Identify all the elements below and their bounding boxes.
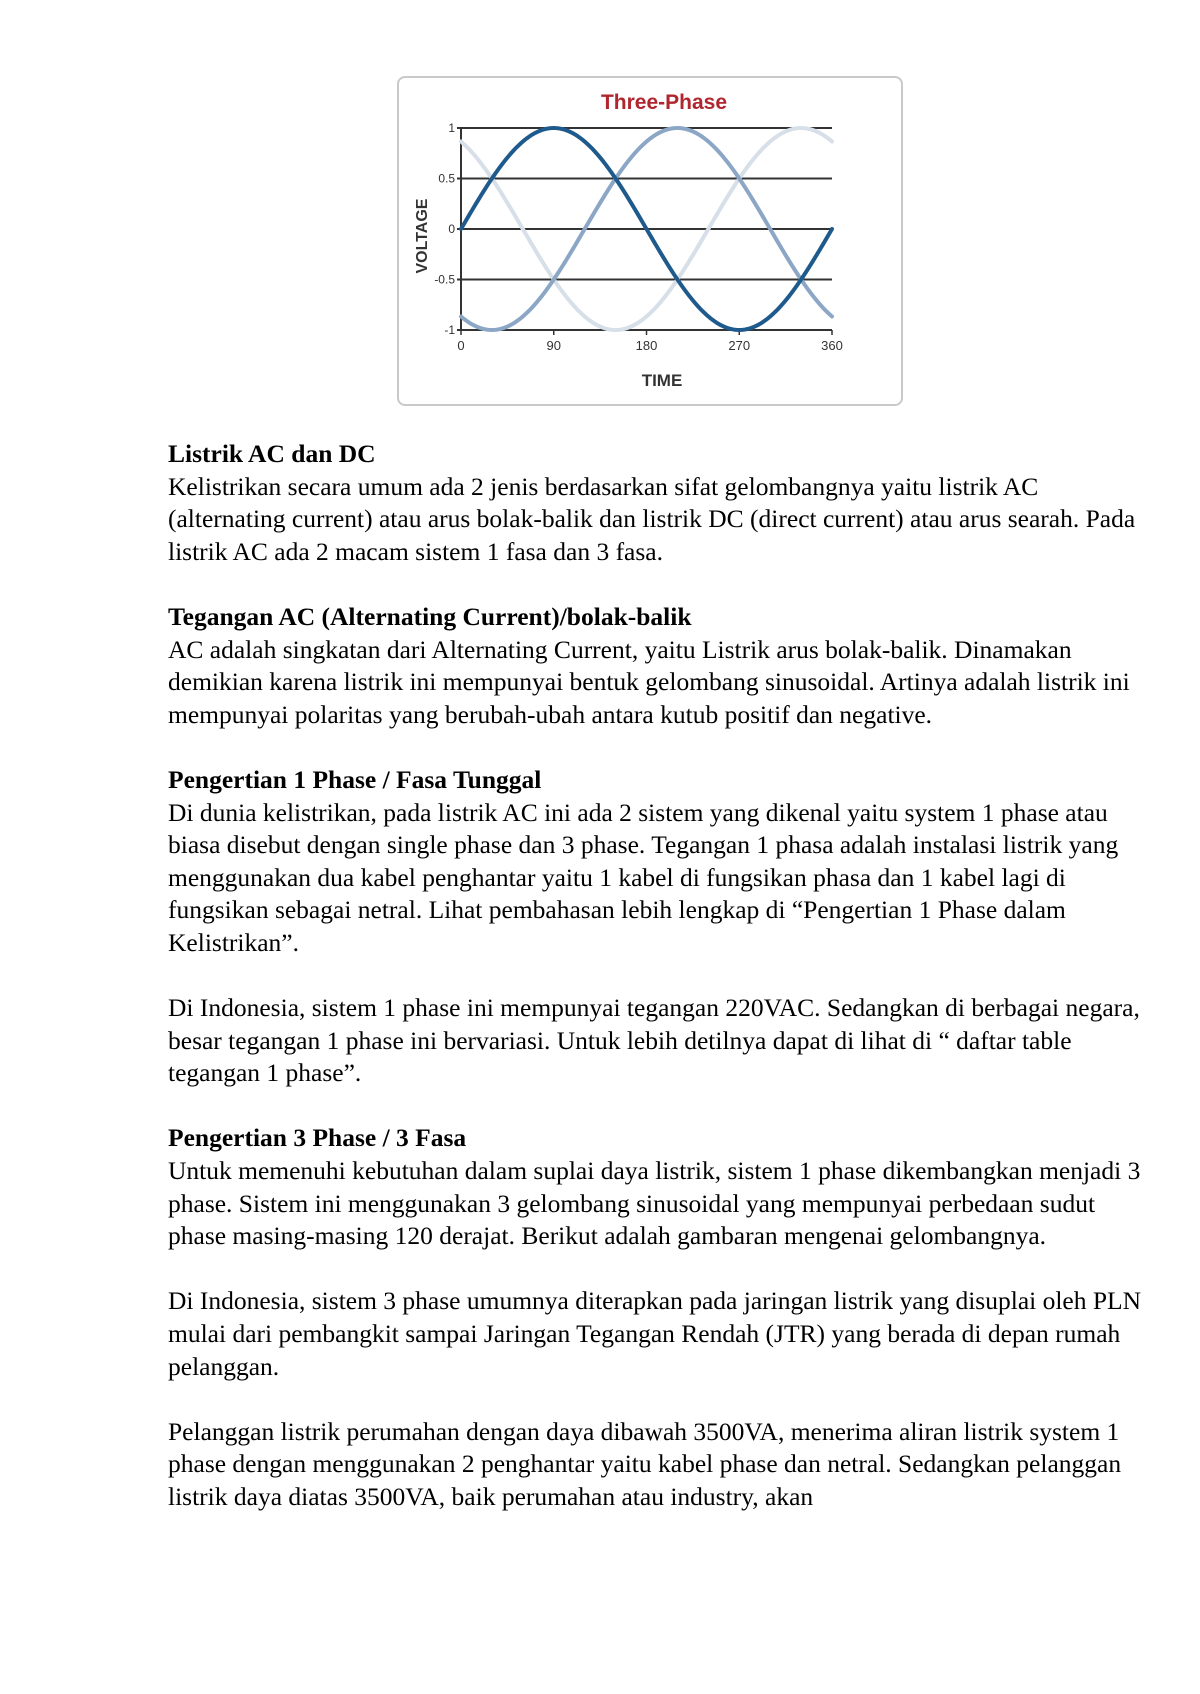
paragraph: Pelanggan listrik perumahan dengan daya dibawah 3500VA, menerima aliran listrik system 1 phase dengan menggunakan 2 penghantar yaitu kabel phase dan netral. Sedangkan pelanggan listrik daya diatas 3500VA, baik perumahan atau industry, akan xyxy=(168,1416,1122,1511)
x-axis-label: TIME xyxy=(641,371,683,390)
heading-ac-dc: Listrik AC dan DC xyxy=(168,439,376,468)
y-tick-label: 0.5 xyxy=(438,171,455,186)
y-tick-label: 0 xyxy=(448,222,455,236)
y-axis-label: VOLTAGE xyxy=(414,198,431,274)
paragraph: Untuk memenuhi kebutuhan dalam suplai daya listrik, sistem 1 phase dikembangkan menjadi 3 phase. Sistem ini menggunakan 3 gelombang sinusoidal yang mempunyai perbedaan sudut phase masing-masing 120 derajat. Berikut adalah gambaran mengenai gelombangnya. xyxy=(168,1156,1141,1251)
heading-ac-voltage: Tegangan AC (Alternating Current)/bolak-balik xyxy=(168,601,692,631)
x-tick-label: 270 xyxy=(728,338,751,353)
x-tick-label: 180 xyxy=(635,338,658,353)
x-tick-label: 90 xyxy=(546,338,561,353)
paragraph: AC adalah singkatan dari Alternating Current, yaitu Listrik arus bolak-balik. Dinamakan demikian karena listrik ini mempunyai bentuk gelombang sinusoidal. Artinya adalah listrik ini mempunyai polaritas yang berubah-ubah antara kutub positif dan negative. xyxy=(168,634,1130,729)
three-phase-figure xyxy=(397,76,903,406)
paragraph: Di Indonesia, sistem 3 phase umumnya diterapkan pada jaringan listrik yang disuplai oleh PLN mulai dari pembangkit sampai Jaringan Tegangan Rendah (JTR) yang berada di depan rumah pelanggan. xyxy=(168,1286,1142,1381)
heading-three-phase: Pengertian 3 Phase / 3 Fasa xyxy=(168,1123,467,1153)
y-tick-label: -0.5 xyxy=(434,272,455,287)
article-body xyxy=(168,438,1148,1514)
heading-single-phase: Pengertian 1 Phase / Fasa Tunggal xyxy=(168,764,542,794)
paragraph: Di Indonesia, sistem 1 phase ini mempunyai tegangan 220VAC. Sedangkan di berbagai negara, besar tegangan 1 phase ini bervariasi. Untuk lebih detilnya dapat di lihat di “ daftar table tegangan 1 phase”. xyxy=(168,993,1140,1088)
paragraph: Di dunia kelistrikan, pada listrik AC ini ada 2 sistem yang dikenal yaitu system 1 phase atau biasa disebut dengan single phase dan 3 phase. Tegangan 1 phasa adalah instalasi listrik yang menggunakan dua kabel penghantar yaitu 1 kabel di fungsikan phasa dan 1 kabel lagi di fungsikan sebagai netral. Lihat pembahasan lebih lengkap di “Pengertian 1 Phase dalam Kelistrikan”. xyxy=(168,797,1119,957)
three-phase-chart xyxy=(399,78,901,404)
x-tick-label: 0 xyxy=(457,338,465,353)
x-tick-label: 360 xyxy=(821,338,843,353)
chart-title: Three-Phase xyxy=(600,91,728,114)
paragraph: Kelistrikan secara umum ada 2 jenis berdasarkan sifat gelombangnya yaitu listrik AC (alternating current) atau arus bolak-balik dan listrik DC (direct current) atau arus searah. Pada listrik AC ada 2 macam sistem 1 fasa dan 3 fasa. xyxy=(168,471,1136,566)
y-tick-label: 1 xyxy=(448,121,455,135)
y-tick-label: -1 xyxy=(444,323,455,337)
